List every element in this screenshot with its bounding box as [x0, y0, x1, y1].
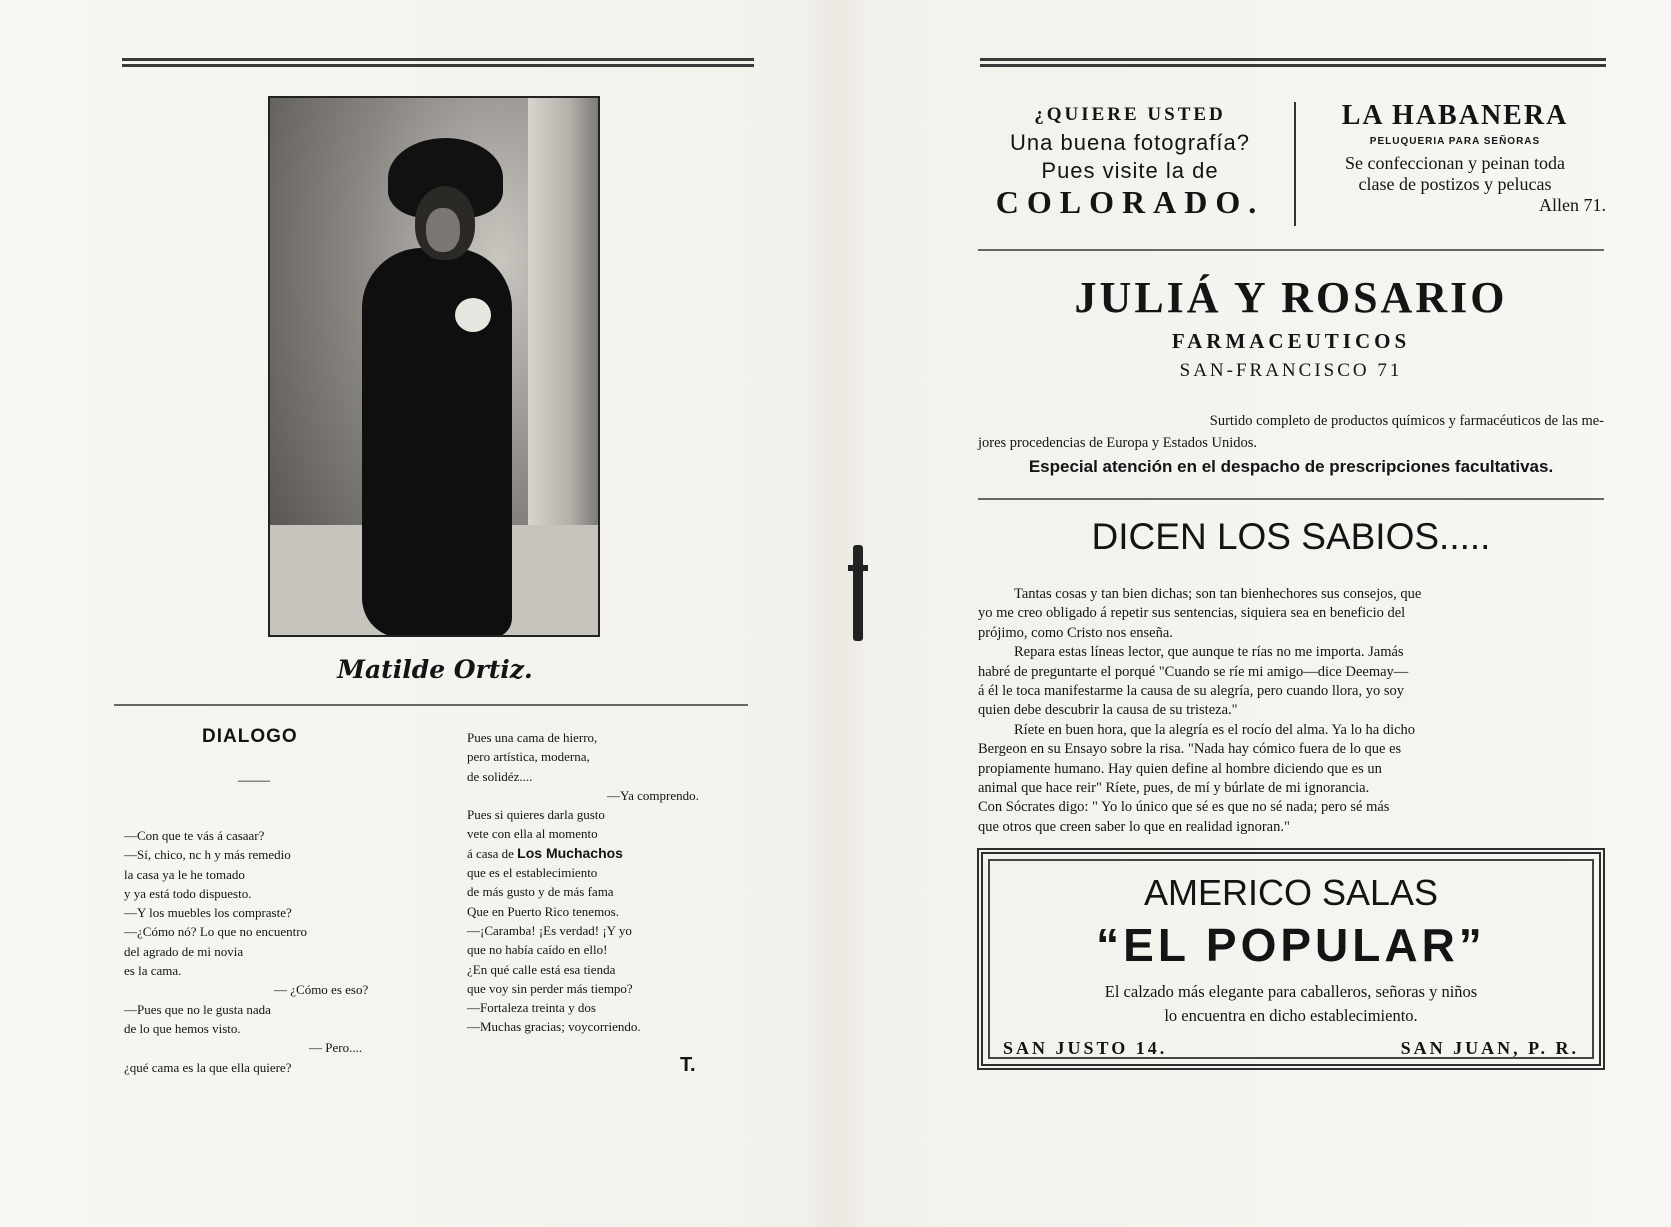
sabios-line: quien debe descubrir la causa de su tristeza." [978, 702, 1238, 719]
dialogo-title: DIALOGO [202, 726, 298, 747]
left-top-rule [122, 58, 754, 67]
sabios-line: yo me creo obligado á repetir sus sentencias, siquiera sea en beneficio del [978, 605, 1406, 622]
ad-habanera-line2: clase de postizos y pelucas [1358, 174, 1552, 194]
dialogo-column-1 [124, 826, 368, 1077]
ad-popular-content [983, 872, 1599, 1026]
dialogo-line: que voy sin perder más tiempo? [467, 980, 633, 996]
ad-el-popular [977, 848, 1605, 1070]
dialogo-line: que no había caído en ello! [467, 942, 608, 958]
dialogo-line: vete con ella al momento [467, 826, 598, 842]
sabios-line: habré de preguntarte el porqué "Cuando se ríe mi amigo—dice Deemay— [978, 663, 1409, 680]
dialogo-line: —Fortaleza treinta y dos [467, 1000, 596, 1016]
ad-julia-line2: jores procedencias de Europa y Estados Unidos. [978, 435, 1258, 451]
sabios-line: prójimo, como Cristo nos enseña. [978, 624, 1173, 641]
ad-habanera-address: Allen 71. [1539, 195, 1606, 215]
binding-spine [853, 545, 863, 641]
dialogo-line: pero artística, moderna, [467, 749, 590, 765]
dialogo-line: —¡Caramba! ¡Es verdad! ¡Y yo [467, 922, 632, 938]
store-name: Los Muchachos [517, 844, 623, 861]
sabios-line: Tantas cosas y tan bien dichas; son tan bienhechores sus consejos, que [1014, 586, 1422, 602]
ad-colorado-line3: Pues visite la de [1041, 158, 1219, 183]
dialogo-line: —Muchas gracias; voycorriendo. [467, 1019, 641, 1035]
sabios-line: animal que hace reir" Ríete, pues, de mí y búrlate de mi ignorancia. [978, 780, 1370, 797]
ad-julia-address: SAN-FRANCISCO 71 [1179, 360, 1403, 381]
ad-julia-line1: Surtido completo de productos químicos y farmacéuticos de las me- [1209, 413, 1604, 429]
dialogo-line: —Ya comprendo. [607, 787, 699, 803]
sabios-line: Ríete en buen hora, que la alegría es el rocío del alma. Ya lo ha dicho [1014, 721, 1416, 738]
ad-habanera-line1: Se confeccionan y peinan toda [1345, 153, 1565, 173]
sabios-title: DICEN LOS SABIOS..... [1091, 516, 1491, 557]
dialogo-line: de solidéz.... [467, 768, 533, 784]
dialogo-signature: T. [680, 1054, 696, 1076]
sabios-line: propiamente humano. Hay quien define al hombre diciendo que es un [978, 760, 1382, 777]
right-rule-2 [978, 498, 1604, 500]
ad-colorado-line1: ¿QUIERE USTED [1034, 104, 1226, 125]
dialogo-line: ¿qué cama es la que ella quiere? [124, 1059, 292, 1075]
ad-colorado [975, 104, 1285, 221]
ad-habanera [1300, 100, 1610, 216]
dialogo-dash: —— [238, 772, 270, 789]
ad-popular-line2: lo encuentra en dicho establecimiento. [1164, 1006, 1418, 1025]
ad-julia-subtitle: FARMACEUTICOS [1171, 329, 1411, 353]
ad-popular-address-left: SAN JUSTO 14. [1003, 1038, 1168, 1058]
dialogo-line: de lo que hemos visto. [124, 1020, 241, 1036]
ad-julia-title: JULIÁ Y ROSARIO [1074, 273, 1508, 322]
sabios-line: que otros que creen saber lo que en realidad ignoran." [978, 818, 1290, 835]
dialogo-line: de más gusto y de más fama [467, 884, 614, 900]
dialogo-line: ¿En qué calle está esa tienda [467, 961, 616, 977]
dialogo-line: Pues si quieres darla gusto [467, 807, 605, 823]
dialogo-line: que es el establecimiento [467, 865, 598, 881]
photo-caption: Matilde Ortiz. [337, 655, 533, 684]
dialogo-line: —¿Cómo nó? Lo que no encuentro [124, 924, 308, 940]
ad-habanera-subtitle: PELUQUERIA PARA SEÑORAS [1369, 136, 1541, 147]
dialogo-line: y ya está todo dispuesto. [124, 885, 252, 901]
dialogo-line: Que en Puerto Rico tenemos. [467, 903, 619, 919]
sabios-line: á él le toca manifestarme la causa de su alegría, pero cuando llora, yo soy [978, 683, 1404, 700]
dialogo-column-2 [467, 728, 699, 1037]
dialogo-line: es la cama. [124, 963, 182, 979]
dialogo-line: la casa ya le he tomado [124, 866, 245, 882]
dialogo-line: —Con que te vás á casaar? [124, 828, 265, 843]
ad-popular-name: AMERICO SALAS [1143, 872, 1439, 913]
dialogo-line: —Sí, chico, nc h y más remedio [124, 847, 291, 863]
dialogo-line: — ¿Cómo es eso? [274, 982, 369, 998]
ad-popular-title: “EL POPULAR” [1096, 919, 1486, 971]
right-top-rule [980, 58, 1606, 67]
sabios-line: Bergeon en su Ensayo sobre la risa. "Nada hay cómico fuera de lo que es [978, 741, 1402, 758]
right-rule-1 [978, 249, 1604, 251]
ad-popular-line1: El calzado más elegante para caballeros, señoras y niños [1104, 982, 1478, 1001]
ad-divider [1294, 102, 1296, 226]
left-mid-rule [114, 704, 748, 706]
ad-julia-line3: Especial atención en el despacho de prescripciones facultativas. [1028, 457, 1554, 476]
dialogo-line: —Pues que no le gusta nada [124, 1001, 271, 1017]
dialogo-line: —Y los muebles los compraste? [124, 905, 292, 921]
portrait-photo [268, 96, 600, 637]
ad-julia-body [978, 410, 1604, 478]
sabios-body [978, 585, 1421, 837]
ad-julia-rosario [978, 272, 1604, 382]
dialogo-text: á casa de [467, 845, 514, 861]
dialogo-line: — Pero.... [309, 1040, 363, 1056]
ad-popular-address-right: SAN JUAN, P. R. [1400, 1038, 1579, 1058]
dialogo-line: Pues una cama de hierro, [467, 730, 598, 745]
dialogo-line-with-store [467, 844, 699, 863]
ad-colorado-line4: COLORADO. [995, 184, 1265, 220]
ad-habanera-title: LA HABANERA [1341, 100, 1569, 131]
sabios-line: Con Sócrates digo: " Yo lo único que sé es que no sé nada; pero sé más [978, 799, 1390, 816]
dialogo-line: del agrado de mi novia [124, 943, 244, 959]
sabios-line: Repara estas líneas lector, que aunque te rías no me importa. Jamás [1014, 644, 1404, 661]
ad-colorado-line2: Una buena fotografía? [1010, 130, 1250, 155]
